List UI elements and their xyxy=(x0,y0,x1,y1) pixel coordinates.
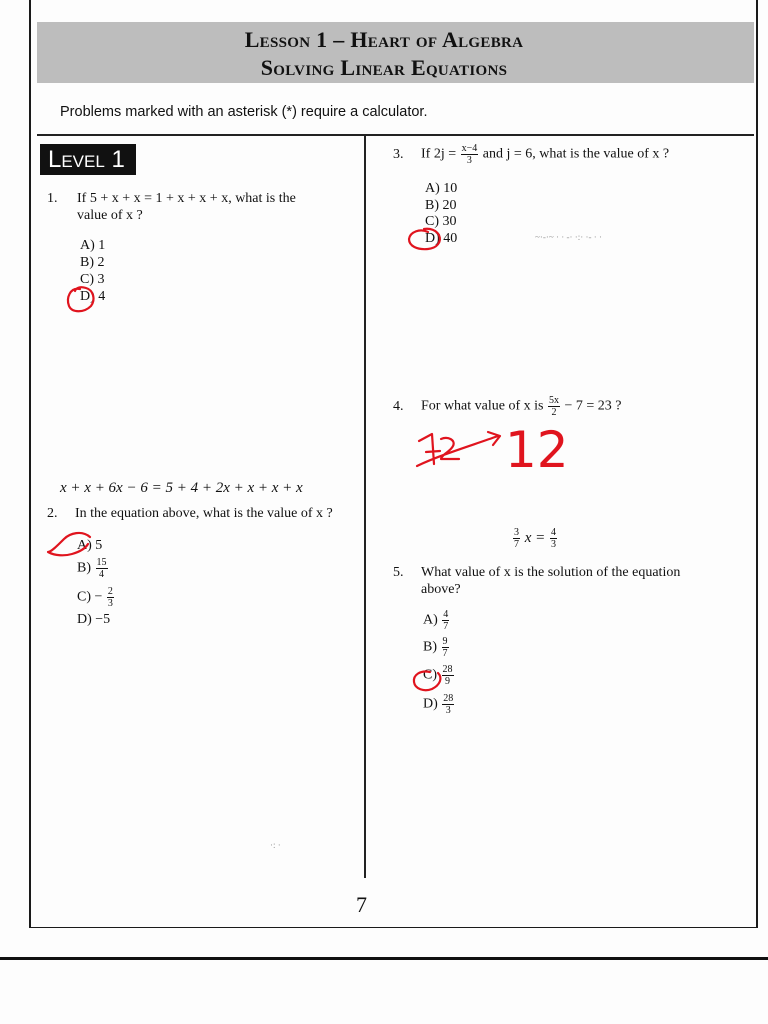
q2-option-d[interactable]: D) −5 xyxy=(77,612,111,627)
scan-speckle: ~·-·~ · · -· ·:· ·- · · xyxy=(535,232,602,242)
q2-option-c-label: C) xyxy=(77,589,91,605)
q2-equation: x + x + 6x − 6 = 5 + 4 + 2x + x + x + x xyxy=(60,480,303,496)
q4-number: 4. xyxy=(393,399,404,414)
page-number: 7 xyxy=(356,892,367,917)
fraction-denominator: 3 xyxy=(551,539,557,550)
calculator-note: Problems marked with an asterisk (*) require a calculator. xyxy=(60,104,428,120)
fraction-numerator: 4 xyxy=(443,609,449,620)
q5-number: 5. xyxy=(393,565,404,580)
fraction-numerator: 28 xyxy=(442,664,453,675)
fraction-denominator: 3 xyxy=(445,705,451,716)
q4-crossed-out-answer xyxy=(417,432,500,466)
fraction-numerator: x−4 xyxy=(461,143,478,154)
fraction-denominator: 3 xyxy=(466,155,472,166)
fraction-numerator: 2 xyxy=(107,586,113,597)
q3-option-a[interactable]: A) 10 xyxy=(425,181,458,196)
q2-answer-check xyxy=(48,533,90,555)
fraction-denominator: 9 xyxy=(445,676,450,687)
q1-option-d[interactable]: D) 4 xyxy=(80,289,106,304)
q1-answer-circle xyxy=(68,287,93,311)
fraction-numerator: 4 xyxy=(551,527,557,538)
q4-text-end: − 7 = 23 ? xyxy=(564,398,622,414)
fraction-numerator: 9 xyxy=(442,636,448,647)
bottom-rule xyxy=(0,957,768,960)
q3-number: 3. xyxy=(393,147,404,162)
fraction-denominator: 3 xyxy=(107,598,113,609)
q1-text-line1: If 5 + x + x = 1 + x + x + x, what is the xyxy=(77,191,296,206)
q4-handwritten-answer: 12 xyxy=(505,421,569,479)
q5-eq-middle: x = xyxy=(524,529,546,546)
fraction-denominator: 7 xyxy=(442,648,448,659)
q2-number: 2. xyxy=(47,506,58,521)
q5-text-line2: above? xyxy=(421,582,461,597)
q3-option-d[interactable]: D) 40 xyxy=(425,230,458,246)
fraction-numerator: 28 xyxy=(443,693,454,704)
q3-option-b[interactable]: B) 20 xyxy=(425,197,457,213)
q2-option-b-label: B) xyxy=(77,560,91,576)
q2-option-c-sign: − xyxy=(94,589,103,605)
fraction-numerator: 5x xyxy=(548,395,559,406)
fraction-denominator: 7 xyxy=(443,621,449,632)
lesson-title: Lesson 1 – Heart of Algebra xyxy=(244,27,524,52)
q1-option-c[interactable]: C) 3 xyxy=(80,272,105,287)
q2-option-a[interactable]: A) 5 xyxy=(77,538,103,553)
fraction-numerator: 15 xyxy=(96,557,107,568)
q1-option-b[interactable]: B) 2 xyxy=(80,255,105,270)
q3-text-end: and j = 6, what is the value of x ? xyxy=(482,146,670,162)
fraction-denominator: 4 xyxy=(99,569,104,580)
q1-option-a[interactable]: A) 1 xyxy=(80,238,106,253)
level-badge: Level 1 xyxy=(40,144,136,175)
q5-option-a-label: A) xyxy=(423,612,438,628)
q5-text-line1: What value of x is the solution of the equation xyxy=(421,565,681,580)
fraction-numerator: 3 xyxy=(514,527,519,538)
q1-number: 1. xyxy=(47,191,58,206)
q5-option-d-label: D) xyxy=(423,696,438,712)
q2-text: In the equation above, what is the value of x ? xyxy=(75,506,333,521)
q5-option-b-label: B) xyxy=(423,639,437,655)
q4-text-start: For what value of x is xyxy=(421,398,544,414)
lesson-subtitle: Solving Linear Equations xyxy=(260,55,508,80)
q3-option-c[interactable]: C) 30 xyxy=(425,214,457,229)
q1-text-line2: value of x ? xyxy=(77,208,143,223)
q3-text-start: If 2j = xyxy=(421,146,457,162)
fraction-denominator: 2 xyxy=(551,407,557,418)
scan-speckle: ·: · xyxy=(270,840,281,850)
fraction-denominator: 7 xyxy=(514,539,519,550)
q5-option-c-label: C) xyxy=(423,667,437,683)
q3-answer-circle xyxy=(409,229,440,249)
q5-answer-circle xyxy=(414,672,441,691)
